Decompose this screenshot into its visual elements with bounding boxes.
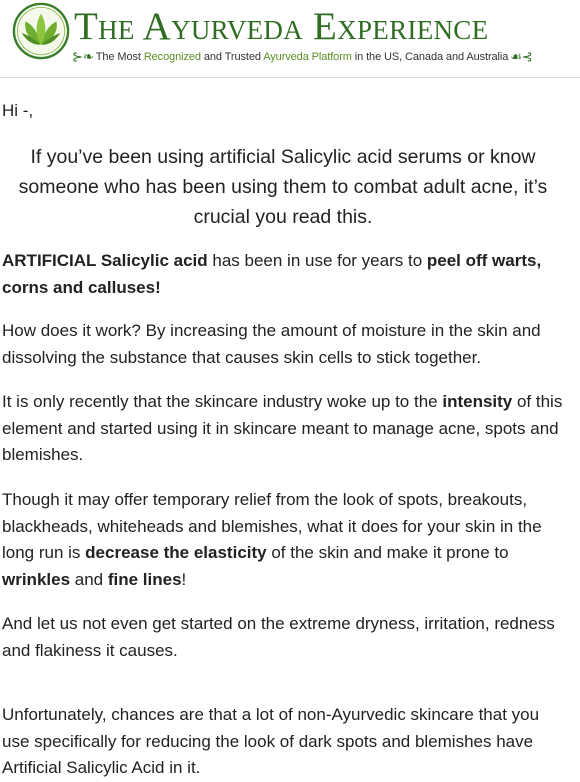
text-span: Though it may offer temporary relief from the look of spots, breakouts, blackheads, whiteheads and blemishes, what it does for your skin in the long run is	[2, 490, 542, 562]
text-span: and	[70, 569, 108, 589]
paragraph-5: And let us not even get started on the extreme dryness, irritation, redness and flakiness it causes.	[2, 614, 555, 660]
email-header	[0, 0, 580, 78]
tagline-row	[72, 48, 533, 66]
bold-text: fine lines	[107, 569, 182, 589]
greeting: Hi -,	[2, 101, 34, 120]
paragraph-3	[2, 389, 568, 469]
bold-text: peel off warts, corns and calluses!	[2, 251, 542, 297]
brand-title[interactable]: The Ayurveda Experience	[74, 5, 489, 48]
tagline-text-1: The Most	[95, 51, 144, 63]
intro-paragraph: If you’ve been using artificial Salicylic acid serums or know someone who has been using them to combat adult acne, it’s crucial you read this.	[18, 146, 548, 228]
tagline-text-3: in the US, Canada and Australia	[351, 51, 509, 63]
left-swirl-icon: ⊱❧	[72, 49, 94, 64]
paragraph-4	[2, 487, 568, 593]
tagline-highlight-1: Recognized	[143, 51, 201, 63]
bold-text: wrinkles	[2, 569, 71, 589]
paragraph-1	[2, 248, 568, 301]
text-span: It is only recently that the skincare industry woke up to the	[2, 392, 443, 411]
tagline-highlight-2: Ayurveda Platform	[263, 51, 352, 63]
right-swirl-icon: ☙⊰	[510, 49, 533, 64]
header-divider	[0, 77, 580, 78]
tagline	[96, 49, 508, 65]
bold-text: ARTIFICIAL Salicylic acid	[2, 251, 208, 270]
lotus-leaf-icon[interactable]	[12, 2, 70, 60]
bold-text: decrease the elasticity	[85, 543, 267, 562]
bold-text: intensity	[442, 392, 513, 411]
tagline-text-2: and Trusted	[200, 51, 264, 63]
text-span: !	[181, 569, 187, 589]
paragraph-2: How does it work? By increasing the amount of moisture in the skin and dissolving the substance that causes skin cells to stick together.	[2, 321, 541, 367]
text-span: has been in use for years to	[207, 251, 427, 270]
text-span: of the skin and make it prone to	[266, 543, 509, 562]
text-span: of this element and started using it in skincare meant to manage acne, spots and blemishes.	[2, 392, 563, 464]
paragraph-6: Unfortunately, chances are that a lot of non-Ayurvedic skincare that you use specifically for reducing the look of dark spots and blemishes have Artificial Salicylic Acid in it.	[2, 705, 540, 777]
